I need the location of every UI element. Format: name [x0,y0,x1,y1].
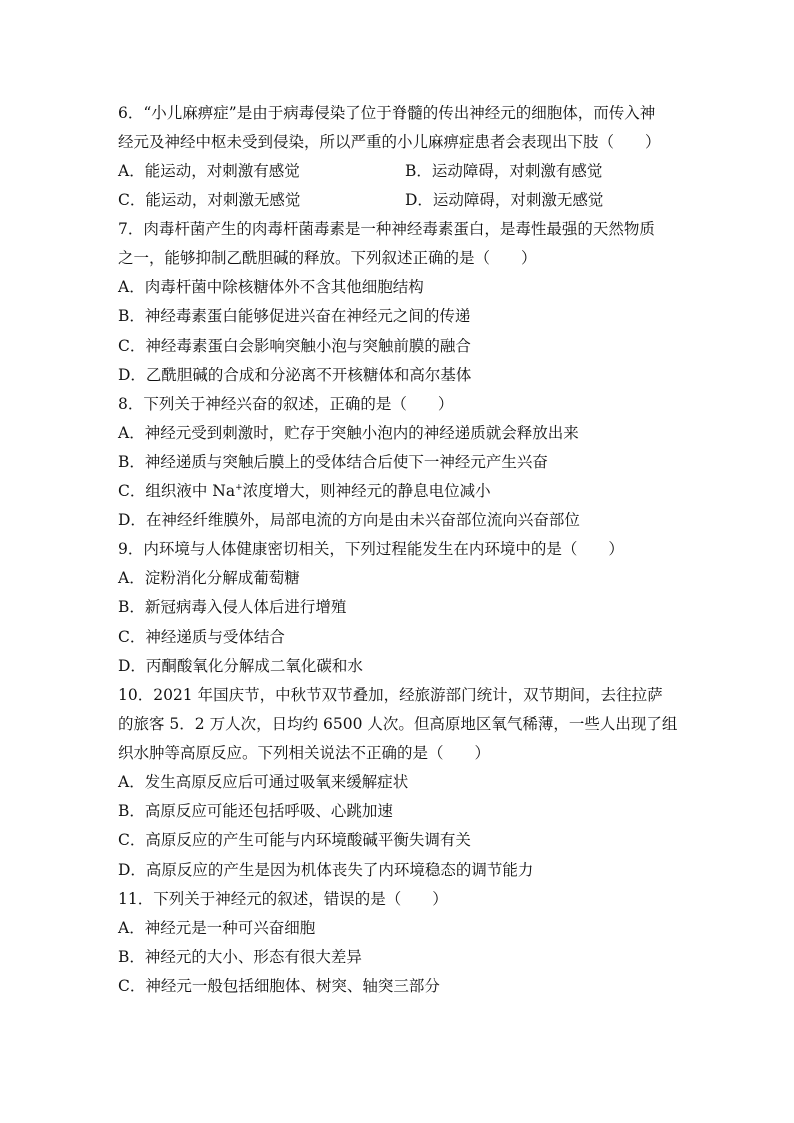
q7-stem-line2: 之一，能够抑制乙酰胆碱的释放。下列叙述正确的是（ ） [118,249,537,267]
q6-option-c: C．能运动，对刺激无感觉 [118,191,301,209]
q7-option-c: C．神经毒素蛋白会影响突触小泡与突触前膜的融合 [118,337,471,355]
q6-stem-line1: 6．“小儿麻痹症”是由于病毒侵染了位于脊髓的传出神经元的细胞体，而传入神 [118,104,656,122]
q9-stem-line1: 9．内环境与人体健康密切相关，下列过程能发生在内环境中的是（ ） [118,540,624,558]
q8-option-d: D．在神经纤维膜外，局部电流的方向是由未兴奋部位流向兴奋部位 [118,511,580,529]
q10-option-a: A．发生高原反应后可通过吸氧来缓解症状 [118,773,409,791]
q10-stem-line3: 织水肿等高原反应。下列相关说法不正确的是（ ） [118,744,491,762]
q8-option-a: A．神经元受到刺激时，贮存于突触小泡内的神经递质就会释放出来 [118,424,579,442]
q8-option-b: B．神经递质与突触后膜上的受体结合后使下一神经元产生兴奋 [118,453,548,471]
q11-stem-line1: 11．下列关于神经元的叙述，错误的是（ ） [118,890,448,908]
q6-option-a: A．能运动，对刺激有感觉 [118,162,300,180]
q10-stem-line1: 10．2021 年国庆节，中秋节双节叠加，经旅游部门统计，双节期间，去往拉萨 [118,686,663,704]
q6-option-d: D．运动障碍，对刺激无感觉 [405,191,604,209]
q7-option-a: A．肉毒杆菌中除核糖体外不含其他细胞结构 [118,278,424,296]
q10-option-b: B．高原反应可能还包括呼吸、心跳加速 [118,802,393,820]
q9-option-c: C．神经递质与受体结合 [118,628,285,646]
q8-option-c [118,481,491,501]
q11-option-c: C．神经元一般包括细胞体、树突、轴突三部分 [118,977,440,995]
q10-stem-line2: 的旅客 5．2 万人次，日均约 6500 人次。但高原地区氧气稀薄，一些人出现了组 [118,715,678,733]
q6-stem-line2: 经元及神经中枢未受到侵染，所以严重的小儿麻痹症患者会表现出下肢（ ） [118,133,661,151]
q8-option-c-superscript: + [235,483,243,493]
q8-option-c-text-pre: C．组织液中 Na [118,482,236,500]
q6-option-b: B．运动障碍，对刺激有感觉 [405,162,603,180]
q8-option-c-text-post: 浓度增大，则神经元的静息电位减小 [242,482,491,500]
q8-stem-line1: 8．下列关于神经兴奋的叙述，正确的是（ ） [118,395,454,413]
q10-option-d: D．高原反应的产生是因为机体丧失了内环境稳态的调节能力 [118,861,534,879]
q9-option-a: A．淀粉消化分解成葡萄糖 [118,569,300,587]
q11-option-a: A．神经元是一种可兴奋细胞 [118,919,316,937]
q7-option-d: D．乙酰胆碱的合成和分泌离不开核糖体和高尔基体 [118,366,472,384]
q11-option-b: B．神经元的大小、形态有很大差异 [118,948,362,966]
q7-stem-line1: 7．肉毒杆菌产生的肉毒杆菌毒素是一种神经毒素蛋白，是毒性最强的天然物质 [118,220,655,238]
q7-option-b: B．神经毒素蛋白能够促进兴奋在神经元之间的传递 [118,307,471,325]
q10-option-c: C．高原反应的产生可能与内环境酸碱平衡失调有关 [118,831,471,849]
q9-option-b: B．新冠病毒入侵人体后进行增殖 [118,598,347,616]
q9-option-d: D．丙酮酸氧化分解成二氧化碳和水 [118,657,363,675]
